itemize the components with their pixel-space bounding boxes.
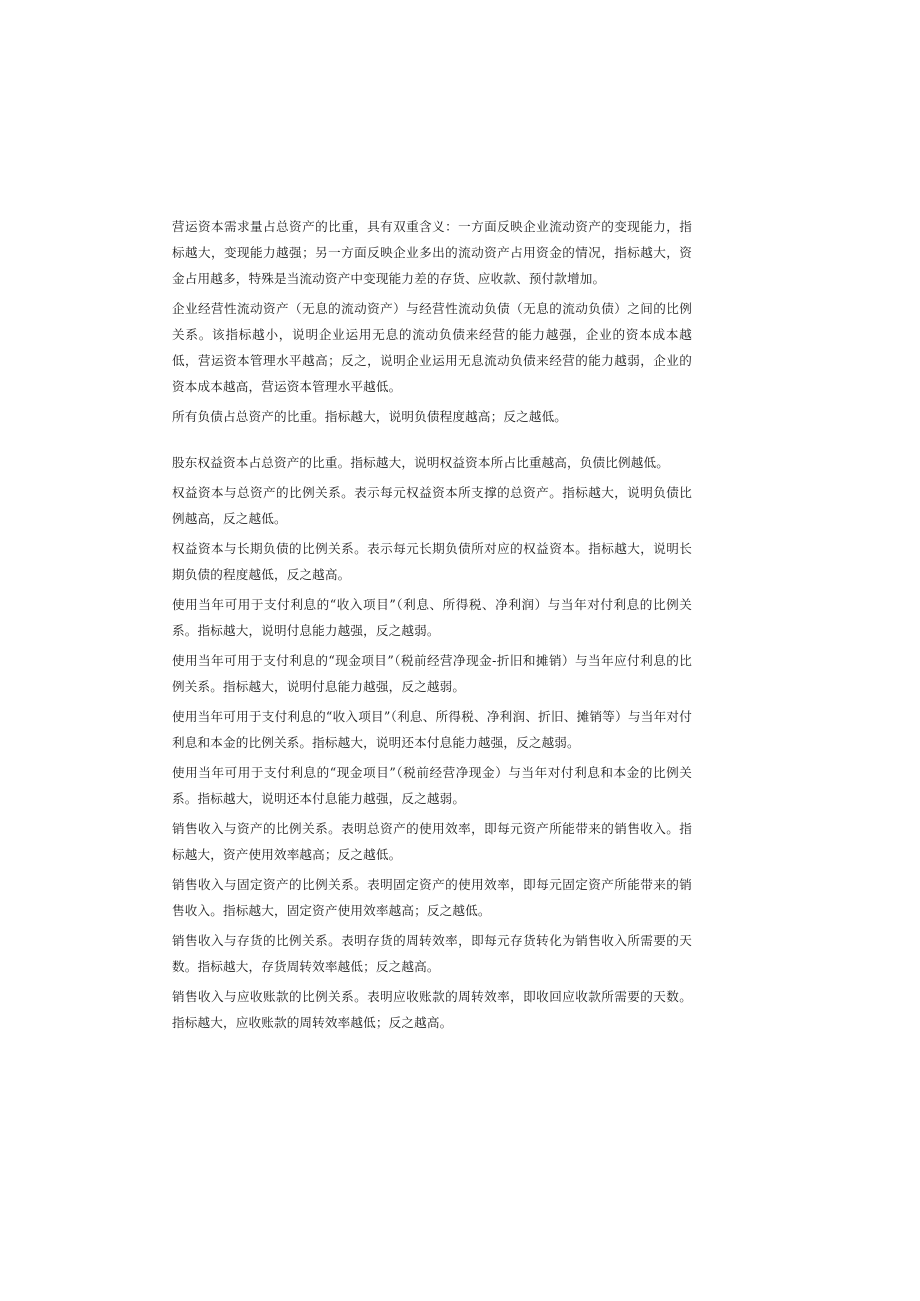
paragraph-total-asset-turnover: 销售收入与资产的比例关系。表明总资产的使用效率，即每元资产所能带来的销售收入。指标越大，资产使用效率越高；反之越低。: [172, 821, 692, 862]
paragraph-interest-coverage-cash: 使用当年可用于支付利息的“现金项目”（税前经营净现金-折旧和摊销）与当年应付利息的比例关系。指标越大，说明付息能力越强，反之越弱。: [172, 653, 692, 694]
document-page: [172, 214, 692, 1036]
paragraph-debt-service-income: 使用当年可用于支付利息的“收入项目”（利息、所得税、净利润、折旧、摊销等）与当年对付利息和本金的比例关系。指标越大，说明还本付息能力越强，反之越弱。: [172, 709, 692, 750]
paragraph-receivables-turnover: 销售收入与应收账款的比例关系。表明应收账款的周转效率，即收回应收款所需要的天数。指标越大，应收账款的周转效率越低；反之越高。: [172, 989, 692, 1030]
paragraph-equity-to-long-term-debt: 权益资本与长期负债的比例关系。表示每元长期负债所对应的权益资本。指标越大，说明长期负债的程度越低，反之越高。: [172, 541, 692, 582]
paragraph-working-capital-demand: 营运资本需求量占总资产的比重，具有双重含义：一方面反映企业流动资产的变现能力，指标越大，变现能力越强；另一方面反映企业多出的流动资产占用资金的情况，指标越大，资金占用越多，特殊是当流动资产中变现能力差的存货、应收款、预付款增加。: [172, 219, 692, 286]
paragraph-debt-service-cash: 使用当年可用于支付利息的“现金项目”（税前经营净现金）与当年对付利息和本金的比例关系。指标越大，说明还本付息能力越强，反之越弱。: [172, 765, 692, 806]
paragraph-interest-coverage-income: 使用当年可用于支付利息的“收入项目”（利息、所得税、净利润）与当年对付利息的比例关系。指标越大，说明付息能力越强，反之越弱。: [172, 597, 692, 638]
paragraph-equity-ratio: 股东权益资本占总资产的比重。指标越大，说明权益资本所占比重越高，负债比例越低。: [172, 455, 670, 470]
paragraph-operating-current-ratio: 企业经营性流动资产（无息的流动资产）与经营性流动负债（无息的流动负债）之间的比例关系。该指标越小，说明企业运用无息的流动负债来经营的能力越强，企业的资本成本越低，营运资本管理水平越高；反之，说明企业运用无息流动负债来经营的能力越弱，企业的资本成本越高，营运资本管理水平越低。: [172, 301, 692, 394]
paragraph-fixed-asset-turnover: 销售收入与固定资产的比例关系。表明固定资产的使用效率，即每元固定资产所能带来的销售收入。指标越大，固定资产使用效率越高；反之越低。: [172, 877, 692, 918]
paragraph-debt-ratio: 所有负债占总资产的比重。指标越大，说明负债程度越高；反之越低。: [172, 409, 568, 424]
paragraph-equity-multiplier: 权益资本与总资产的比例关系。表示每元权益资本所支撑的总资产。指标越大，说明负债比例越高，反之越低。: [172, 485, 692, 526]
paragraph-inventory-turnover: 销售收入与存货的比例关系。表明存货的周转效率，即每元存货转化为销售收入所需要的天数。指标越大，存货周转效率越低；反之越高。: [172, 933, 692, 974]
